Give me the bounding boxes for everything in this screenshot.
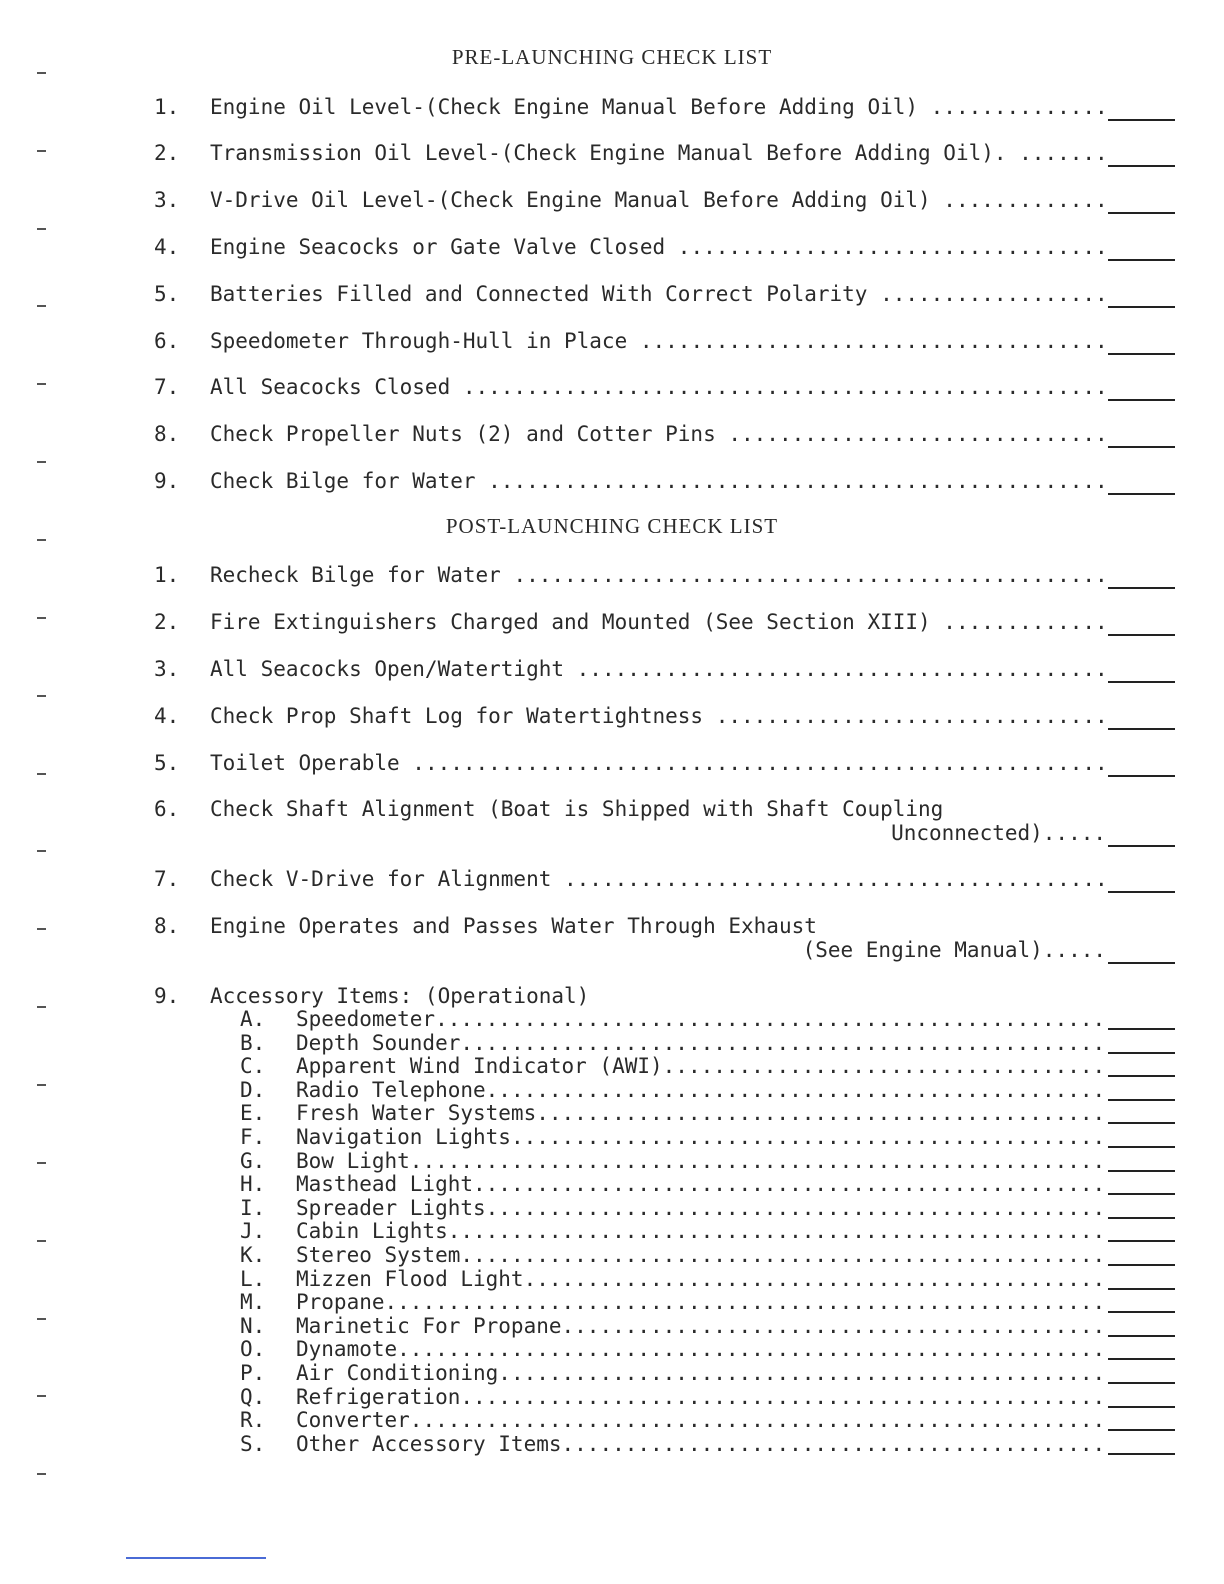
item-text: Bow Light ..... <box>296 1150 1105 1173</box>
item-text: Recheck Bilge for Water ..... <box>210 562 1105 588</box>
item-text: Check Shaft Alignment (Boat is Shipped with Shaft Coupling <box>210 797 944 821</box>
margin-mark <box>37 539 46 541</box>
margin-mark <box>37 461 46 463</box>
item-letter: L. <box>240 1266 266 1291</box>
checkoff-blank[interactable] <box>1108 1264 1175 1266</box>
item-text: Batteries Filled and Connected With Correct Polarity ..... <box>210 281 1105 307</box>
item-number: 1. <box>154 563 180 587</box>
post-launch-item <box>0 866 1224 898</box>
checkoff-blank[interactable] <box>1108 1429 1175 1431</box>
checkoff-blank[interactable] <box>1108 1240 1175 1242</box>
item-number: 6. <box>154 797 180 821</box>
item-number: 8. <box>154 914 180 938</box>
item-text: All Seacocks Open/Watertight ..... <box>210 656 1105 682</box>
accessory-item <box>0 1433 1224 1457</box>
item-text: Apparent Wind Indicator (AWI) ..... <box>296 1055 1105 1078</box>
accessory-item <box>0 1220 1224 1244</box>
checkoff-blank[interactable] <box>1108 212 1175 214</box>
item-number: 9. <box>154 469 180 493</box>
item-letter: H. <box>240 1172 266 1197</box>
pre-launch-item <box>0 94 1224 126</box>
item-text: Converter ..... <box>296 1409 1105 1432</box>
item-text: Depth Sounder ..... <box>296 1032 1105 1055</box>
accessory-item <box>0 1173 1224 1197</box>
checkoff-blank[interactable] <box>1108 1358 1175 1360</box>
item-number: 7. <box>154 867 180 891</box>
item-text: Toilet Operable ..... <box>210 750 1105 776</box>
pre-launch-item <box>0 140 1224 172</box>
checkoff-blank[interactable] <box>1108 119 1175 121</box>
checkoff-blank[interactable] <box>1108 775 1175 777</box>
pre-launch-item <box>0 234 1224 266</box>
item-text: Engine Oil Level-(Check Engine Manual Before Adding Oil) ..... <box>210 94 1105 120</box>
accessory-item <box>0 1362 1224 1386</box>
checkoff-blank[interactable] <box>1108 1288 1175 1290</box>
item-text: Stereo System ..... <box>296 1244 1105 1267</box>
item-letter: C. <box>240 1054 266 1079</box>
checkoff-blank[interactable] <box>1108 845 1175 847</box>
item-text: V-Drive Oil Level-(Check Engine Manual Before Adding Oil) ..... <box>210 187 1105 213</box>
item-letter: K. <box>240 1243 266 1267</box>
item-letter: E. <box>240 1101 266 1126</box>
accessory-item <box>0 1126 1224 1150</box>
pre-launch-item <box>0 187 1224 219</box>
item-text: Masthead Light ..... <box>296 1173 1105 1196</box>
item-text: Dynamote ..... <box>296 1338 1105 1361</box>
item-text: Speedometer ..... <box>296 1008 1105 1031</box>
item-text: Propane ..... <box>296 1291 1105 1314</box>
item-text: Spreader Lights ..... <box>296 1197 1105 1220</box>
item-text: Refrigeration ..... <box>296 1386 1105 1409</box>
post-launch-item <box>0 796 1224 852</box>
item-text: Fire Extinguishers Charged and Mounted (See Section XIII) ..... <box>210 609 1105 635</box>
checkoff-blank[interactable] <box>1108 1453 1175 1455</box>
checkoff-blank[interactable] <box>1108 1193 1175 1195</box>
item-text: Radio Telephone ..... <box>296 1079 1105 1102</box>
item-number: 5. <box>154 751 180 775</box>
item-text: Engine Seacocks or Gate Valve Closed ..... <box>210 234 1105 260</box>
item-number: 3. <box>154 188 180 212</box>
checkoff-blank[interactable] <box>1108 962 1175 964</box>
item-letter: A. <box>240 1007 266 1031</box>
item-number: 6. <box>154 329 180 353</box>
item-text: Check Bilge for Water ..... <box>210 468 1105 494</box>
checkoff-blank[interactable] <box>1108 399 1175 401</box>
checkoff-blank[interactable] <box>1108 493 1175 495</box>
post-launch-title: POST-LAUNCHING CHECK LIST <box>445 514 779 538</box>
item-letter: M. <box>240 1290 266 1315</box>
accessory-item <box>0 1197 1224 1221</box>
margin-mark <box>37 1473 46 1475</box>
item-number: 2. <box>154 610 180 634</box>
item-letter: S. <box>240 1431 266 1456</box>
checkoff-blank[interactable] <box>1108 1146 1175 1148</box>
item-text: Check V-Drive for Alignment ..... <box>210 866 1105 892</box>
item-text: Cabin Lights ..... <box>296 1220 1105 1243</box>
accessory-item <box>0 1150 1224 1174</box>
item-number: 9. <box>154 984 180 1008</box>
item-text: Engine Operates and Passes Water Through Exhaust <box>210 914 817 938</box>
checkoff-blank[interactable] <box>1108 259 1175 261</box>
checkoff-blank[interactable] <box>1108 1075 1175 1077</box>
margin-mark <box>37 695 46 697</box>
margin-mark <box>37 228 46 230</box>
accessory-item <box>0 1008 1224 1032</box>
item-text-continued: Unconnected) ..... <box>891 820 1106 846</box>
pre-launch-title: PRE-LAUNCHING CHECK LIST <box>451 45 773 69</box>
item-number: 2. <box>154 141 180 165</box>
pre-launch-item <box>0 468 1224 500</box>
pre-launch-item <box>0 281 1224 313</box>
checkoff-blank[interactable] <box>1108 446 1175 448</box>
item-number: 4. <box>154 704 180 728</box>
checkoff-blank[interactable] <box>1108 1382 1175 1384</box>
item-letter: R. <box>240 1408 266 1433</box>
item-letter: N. <box>240 1313 266 1338</box>
footer-rule <box>126 1557 266 1559</box>
item-letter: G. <box>240 1148 266 1173</box>
item-letter: J. <box>240 1219 266 1244</box>
post-launch-item <box>0 703 1224 735</box>
accessory-item <box>0 1244 1224 1268</box>
accessory-item <box>0 1338 1224 1362</box>
pre-launch-item <box>0 328 1224 360</box>
accessory-item <box>0 1055 1224 1079</box>
item-text: Speedometer Through-Hull in Place ..... <box>210 328 1105 354</box>
checkoff-blank[interactable] <box>1108 306 1175 308</box>
item-number: 3. <box>154 657 180 681</box>
checkoff-blank[interactable] <box>1108 1170 1175 1172</box>
post-launch-item <box>0 656 1224 688</box>
item-text: Check Prop Shaft Log for Watertightness ..... <box>210 703 1105 729</box>
item-text: Navigation Lights ..... <box>296 1126 1105 1149</box>
checkoff-blank[interactable] <box>1108 1052 1175 1054</box>
item-number: 7. <box>154 375 180 399</box>
post-launch-item <box>0 562 1224 594</box>
accessory-item <box>0 1386 1224 1410</box>
accessory-item <box>0 1409 1224 1433</box>
checkoff-blank[interactable] <box>1108 1311 1175 1313</box>
item-text: Check Propeller Nuts (2) and Cotter Pins ..... <box>210 421 1105 447</box>
accessory-item <box>0 1032 1224 1056</box>
checkoff-blank[interactable] <box>1108 1335 1175 1337</box>
item-letter: O. <box>240 1337 266 1362</box>
pre-launch-item <box>0 374 1224 406</box>
accessory-item <box>0 1102 1224 1126</box>
checkoff-blank[interactable] <box>1108 1406 1175 1408</box>
checkoff-blank[interactable] <box>1108 891 1175 893</box>
checkoff-blank[interactable] <box>1108 587 1175 589</box>
item-number: 8. <box>154 422 180 446</box>
accessory-item <box>0 1079 1224 1103</box>
checkoff-blank[interactable] <box>1108 1099 1175 1101</box>
item-text: Mizzen Flood Light ..... <box>296 1268 1105 1291</box>
checkoff-blank[interactable] <box>1108 1028 1175 1030</box>
item-text: Other Accessory Items ..... <box>296 1433 1105 1456</box>
checkoff-blank[interactable] <box>1108 1217 1175 1219</box>
item-letter: P. <box>240 1361 266 1385</box>
checkoff-blank[interactable] <box>1108 681 1175 683</box>
checkoff-blank[interactable] <box>1108 634 1175 636</box>
item-text-continued: (See Engine Manual) ..... <box>803 937 1106 963</box>
item-letter: D. <box>240 1077 266 1102</box>
post-launch-item <box>0 913 1224 969</box>
pre-launch-item <box>0 421 1224 453</box>
item-text: All Seacocks Closed ..... <box>210 374 1105 400</box>
item-letter: B. <box>240 1030 266 1055</box>
item-letter: I. <box>240 1195 266 1220</box>
item-number: 4. <box>154 235 180 259</box>
item-number: 1. <box>154 95 180 119</box>
item-text: Fresh Water Systems ..... <box>296 1102 1105 1125</box>
post-launch-item <box>0 750 1224 782</box>
accessory-item <box>0 1291 1224 1315</box>
checkoff-blank[interactable] <box>1108 165 1175 167</box>
checkoff-blank[interactable] <box>1108 728 1175 730</box>
checkoff-blank[interactable] <box>1108 353 1175 355</box>
margin-mark <box>37 72 46 74</box>
post-launch-item <box>0 609 1224 641</box>
item-text: Marinetic For Propane ..... <box>296 1315 1105 1338</box>
item-number: 5. <box>154 282 180 306</box>
item-text: Air Conditioning ..... <box>296 1362 1105 1385</box>
item-text: Transmission Oil Level-(Check Engine Manual Before Adding Oil). ..... <box>210 140 1105 166</box>
accessory-item <box>0 1268 1224 1292</box>
checkoff-blank[interactable] <box>1108 1122 1175 1124</box>
item-letter: Q. <box>240 1384 266 1409</box>
item-letter: F. <box>240 1125 266 1149</box>
item-text: Accessory Items: (Operational) <box>210 984 590 1008</box>
accessory-item <box>0 1315 1224 1339</box>
